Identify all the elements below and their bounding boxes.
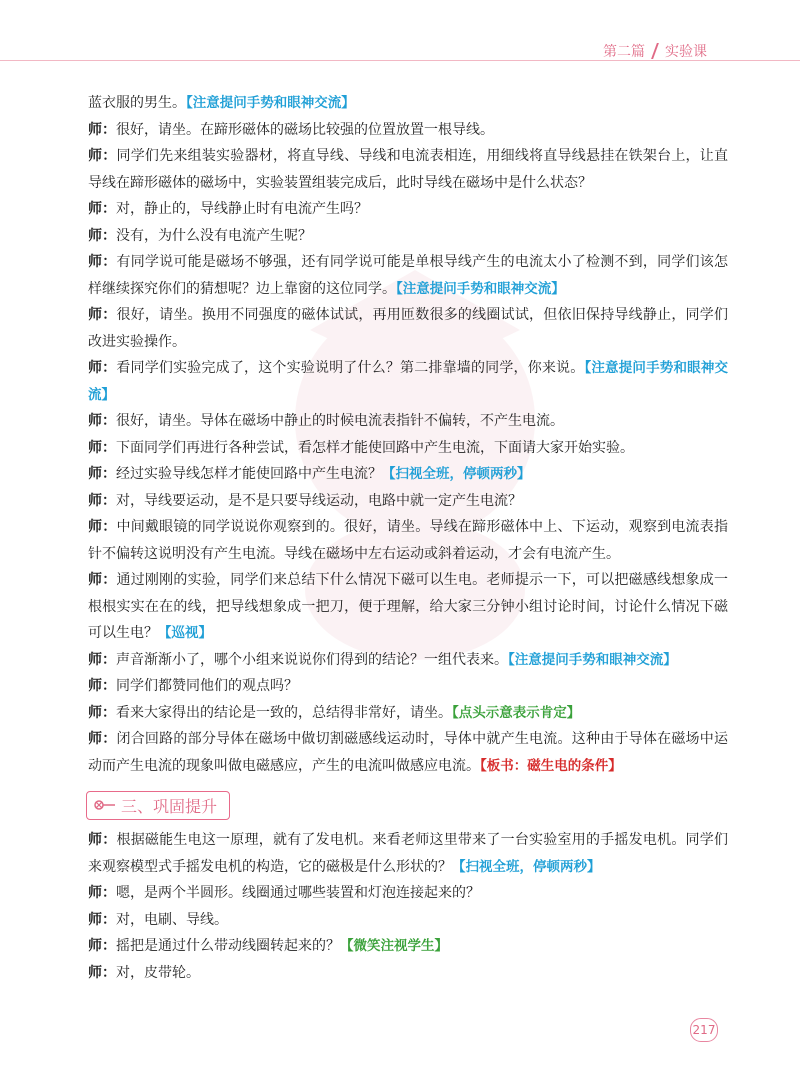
dialogue-text: 很好，请坐。换用不同强度的磁体试试，再用匝数很多的线圈试试，但依旧保持导线静止，同学们改进实验操作。 xyxy=(88,307,729,350)
speaker-label: 师： xyxy=(88,201,116,217)
speaker-label: 师： xyxy=(88,572,117,588)
speaker-label: 师： xyxy=(88,121,116,138)
dialogue-text: 对，电刷、导线。 xyxy=(116,911,228,928)
dialogue-text: 中间戴眼镜的同学说说你观察到的。很好，请坐。导线在蹄形磁体中上、下运动，观察到电流表指针不偏转这说明没有产生电流。导线在磁场中左右运动或斜着运动，才会有电流产生。 xyxy=(88,519,729,562)
speaker-label: 师： xyxy=(88,492,116,509)
dialogue-text: 看来大家得出的结论是一致的，总结得非常好，请坐。 xyxy=(116,704,452,721)
teaching-note: 【注意提问手势和眼神交流】 xyxy=(88,360,729,403)
dialogue-text: 声音渐渐小了，哪个小组来说说你们得到的结论？一组代表来。 xyxy=(116,651,508,668)
dialogue-line xyxy=(88,673,728,700)
dialogue-text: 蓝衣服的男生。 xyxy=(88,95,186,111)
dialogue-text: 同学们都赞同他们的观点吗？ xyxy=(116,678,298,694)
teaching-note: 【扫视全班，停顿两秒】 xyxy=(382,466,531,482)
section-badge xyxy=(86,791,230,820)
speaker-label: 师： xyxy=(88,466,116,482)
speaker-label: 师： xyxy=(88,413,116,429)
dialogue-line xyxy=(88,647,728,674)
speaker-label: 师： xyxy=(88,651,116,668)
dialogue-text: 很好，请坐。导体在磁场中静止的时候电流表指针不偏转，不产生电流。 xyxy=(116,413,564,429)
teaching-note: 【注意提问手势和眼神交流】 xyxy=(186,95,355,111)
running-header xyxy=(603,40,707,62)
speaker-label: 师： xyxy=(88,832,117,848)
dialogue-line xyxy=(88,223,728,250)
section-heading xyxy=(86,785,728,825)
teaching-note: 【板书：磁生电的条件】 xyxy=(480,757,622,774)
dialogue-text: 下面同学们再进行各种尝试，看怎样才能使回路中产生电流，下面请大家开始实验。 xyxy=(116,439,634,456)
dialogue-line xyxy=(88,726,728,779)
header-separator-icon xyxy=(649,40,661,62)
dialogue-line xyxy=(88,408,728,435)
speaker-label: 师： xyxy=(88,731,117,747)
dialogue-line xyxy=(88,488,728,515)
dialogue-text: 闭合回路的部分导体在磁场中做切割磁感线运动时，导体中就产生电流。这种由于导体在磁场中运动而产生电流的现象叫做电磁感应，产生的电流叫做感应电流。 xyxy=(88,731,729,774)
dialogue-line xyxy=(88,827,728,880)
article-body xyxy=(88,90,728,986)
header-rule xyxy=(0,60,800,61)
dialogue-line xyxy=(88,933,728,960)
teaching-note: 【注意提问手势和眼神交流】 xyxy=(396,280,565,297)
dialogue-block-2 xyxy=(88,827,728,986)
teaching-note: 【点头示意表示肯定】 xyxy=(452,704,581,721)
dialogue-text: 经过实验导线怎样才能使回路中产生电流？ xyxy=(116,466,382,482)
dialogue-text: 对，静止的，导线静止时有电流产生吗？ xyxy=(116,201,368,217)
speaker-label: 师： xyxy=(88,360,117,376)
dialogue-text: 对，导线要运动，是不是只要导线运动，电路中就一定产生电流？ xyxy=(116,492,522,509)
dialogue-line xyxy=(88,249,728,302)
dialogue-line xyxy=(88,355,728,408)
dialogue-line xyxy=(88,514,728,567)
dialogue-text: 很好，请坐。在蹄形磁体的磁场比较强的位置放置一根导线。 xyxy=(116,121,494,138)
page-header xyxy=(0,0,800,70)
dialogue-line xyxy=(88,907,728,934)
teaching-note: 【注意提问手势和眼神交流】 xyxy=(508,651,677,668)
section-title: 三、巩固提升 xyxy=(121,796,218,816)
speaker-label: 师： xyxy=(88,964,116,981)
speaker-label: 师： xyxy=(88,254,117,270)
dialogue-line xyxy=(88,461,728,488)
dialogue-text: 有同学说可能是磁场不够强，还有同学说可能是单根导线产生的电流太小了检测不到，同学们该怎样继续探究你们的猜想呢？边上靠窗的这位同学。 xyxy=(88,254,729,297)
dialogue-line xyxy=(88,567,728,647)
dialogue-line xyxy=(88,960,728,987)
teaching-note: 【微笑注视学生】 xyxy=(340,938,448,954)
dialogue-text: 对，皮带轮。 xyxy=(116,964,200,981)
dialogue-line xyxy=(88,196,728,223)
speaker-label: 师： xyxy=(88,519,117,535)
header-part: 第二篇 xyxy=(603,44,645,60)
speaker-label: 师： xyxy=(88,938,116,954)
dialogue-line xyxy=(88,700,728,727)
dialogue-line xyxy=(88,302,728,355)
dialogue-text: 同学们先来组装实验器材，将直导线、导线和电流表相连，用细线将直导线悬挂在铁架台上，让直导线在蹄形磁体的磁场中，实验装置组装完成后，此时导线在磁场中是什么状态？ xyxy=(88,148,729,191)
page-number: 217 xyxy=(690,1018,718,1042)
dialogue-text: 通过刚刚的实验，同学们来总结下什么情况下磁可以生电。老师提示一下，可以把磁感线想象成一根根实实在在的线，把导线想象成一把刀，便于理解，给大家三分钟小组讨论时间，讨论什么情况下磁可以生电？ xyxy=(88,572,729,641)
speaker-label: 师： xyxy=(88,148,117,164)
circuit-icon xyxy=(93,797,117,813)
speaker-label: 师： xyxy=(88,678,116,694)
speaker-label: 师： xyxy=(88,885,116,901)
dialogue-text: 嗯，是两个半圆形。线圈通过哪些装置和灯泡连接起来的？ xyxy=(116,885,480,901)
dialogue-text: 根据磁能生电这一原理，就有了发电机。来看老师这里带来了一台实验室用的手摇发电机。同学们来观察模型式手摇发电机的构造，它的磁极是什么形状的？ xyxy=(88,832,729,875)
dialogue-line xyxy=(88,117,728,144)
dialogue-text: 没有，为什么没有电流产生呢？ xyxy=(116,227,312,244)
dialogue-line xyxy=(88,880,728,907)
dialogue-line xyxy=(88,435,728,462)
speaker-label: 师： xyxy=(88,227,116,244)
dialogue-line xyxy=(88,143,728,196)
dialogue-text: 摇把是通过什么带动线圈转起来的？ xyxy=(116,938,340,954)
dialogue-text: 看同学们实验完成了，这个实验说明了什么？第二排靠墙的同学，你来说。 xyxy=(116,360,585,376)
speaker-label: 师： xyxy=(88,307,117,323)
speaker-label: 师： xyxy=(88,704,116,721)
header-section: 实验课 xyxy=(665,44,707,60)
dialogue-block-1 xyxy=(88,90,728,779)
teaching-note: 【扫视全班，停顿两秒】 xyxy=(452,858,601,875)
dialogue-line xyxy=(88,90,728,117)
speaker-label: 师： xyxy=(88,439,116,456)
teaching-note: 【巡视】 xyxy=(158,625,212,641)
speaker-label: 师： xyxy=(88,911,116,928)
